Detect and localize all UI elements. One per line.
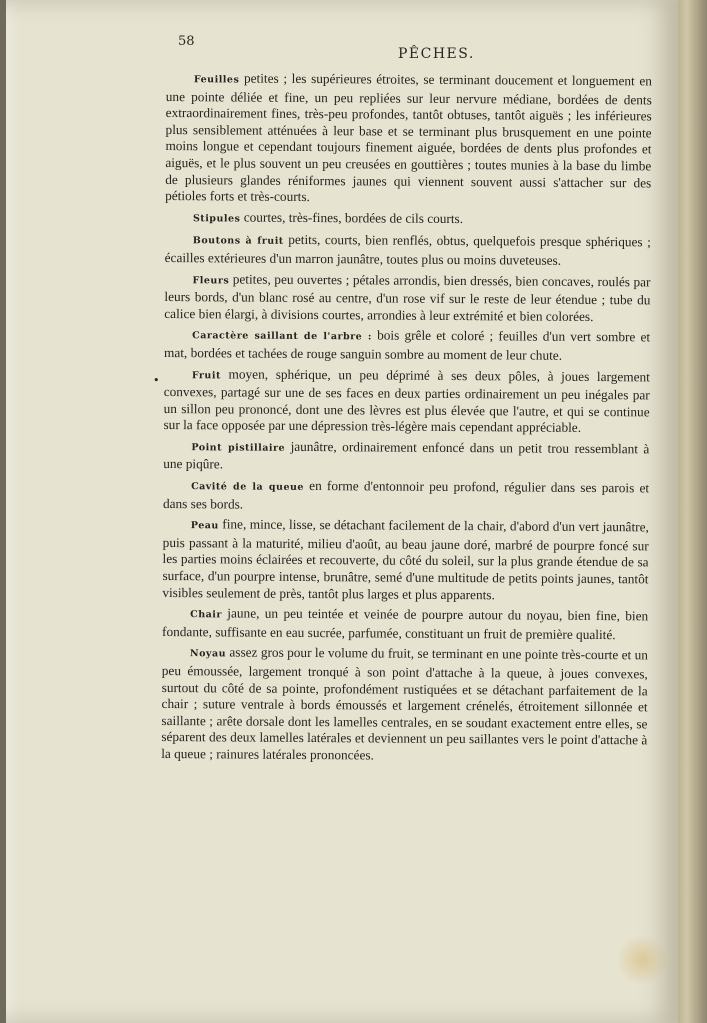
- paragraph-chair: [162, 605, 648, 644]
- paragraph-text: assez gros pour le volume du fruit, se terminant en une pointe très-courte et un peu émoussée, largement tronqué à son point d'attache à la queue, à joues convexes, surtout du côté de sa pointe, profondément rustiquées et se détachant parfaitement de la chair ; suture ventrale à bords émoussés et largement crénelés, étroitement sillonnée et saillante ; arête dorsale dont les lamelles centrales, en se soudant exactement entre elles, se séparent des deux lamelles latérales et deviennent un peu saillantes vers le point d'attache à la queue ; rainures latérales prononcées.: [161, 644, 648, 763]
- paragraph-text: moyen, sphérique, un peu déprimé à ses deux pôles, à joues largement convexes, partagé sur une de ses faces en deux parties ordinairement un peu inégales par un sillon peu prononcé, dont une des lèvres est plus élevée que l'autre, et qui se continue sur la face opposée par une dépression très-légère mais cependant appréciable.: [163, 365, 650, 436]
- margin-bullet-mark: •: [153, 374, 160, 387]
- paragraph-text: bois grêle et coloré ; feuilles d'un vert sombre et mat, bordées et tachées de rouge sanguin sombre au moment de leur chute.: [163, 327, 651, 363]
- paragraph-noyau: [161, 644, 648, 766]
- paragraph-feuilles: [165, 70, 652, 208]
- term-label: Fruit: [191, 369, 221, 381]
- paragraph-peau: [162, 516, 649, 604]
- paragraph-text: en forme d'entonnoir peu profond, régulier dans ses parois et dans ses bords.: [162, 478, 650, 512]
- book-page: [6, 0, 678, 1023]
- paper-stain: [618, 932, 666, 988]
- paragraph-text: courtes, très-fines, bordées de cils courts.: [243, 209, 464, 226]
- term-label: Noyau: [189, 648, 227, 660]
- page-number: 58: [178, 34, 195, 49]
- term-label: Boutons à fruit: [192, 235, 284, 248]
- paragraph-boutons: [165, 231, 651, 270]
- paragraph-caractere: [164, 326, 650, 365]
- paragraph-cavite: [163, 477, 649, 516]
- paragraph-text: petites, peu ouvertes ; pétales arrondis, bien dressés, bien concaves, roulés par leurs bords, d'un blanc rosé au centre, d'un rose vif sur le reste de leur étendue ; tube du calice bien élargi, à divisions courtes, arrondies à leur extrémité et bien colorées.: [164, 271, 651, 324]
- description-text: [161, 70, 652, 770]
- paragraph-text: jaune, un peu teintée et veinée de pourpre autour du noyau, bien fine, bien fondante, suffisante en eau sucrée, parfumée, constituant un fruit de première qualité.: [162, 605, 649, 642]
- term-label: Point pistillaire: [191, 442, 286, 454]
- term-label: Caractère saillant de l'arbre :: [192, 330, 372, 343]
- term-label: Chair: [190, 609, 222, 621]
- paragraph-text: petits, courts, bien renflés, obtus, quelquefois presque sphériques ; écailles extérieures d'un marron jaunâtre, toutes plus ou moins duveteuses.: [164, 232, 651, 268]
- paragraph-text: fine, mince, lisse, se détachant facilement de la chair, d'abord d'un vert jaunâtre, puis passant à la maturité, milieu d'août, au beau jaune doré, marbré de pourpre foncé sur les parties moins éclairées et recouverte, du côté du soleil, sur la plus grande étendue de sa surface, d'un pourpre intense, brunâtre, semé d'une multitude de petits points jaunes, tantôt visibles seulement de près, tantôt plus larges et plus apparents.: [162, 516, 649, 602]
- paragraph-fleurs: [164, 271, 650, 326]
- term-label: Feuilles: [193, 74, 240, 86]
- term-label: Cavité de la queue: [191, 481, 305, 494]
- running-head: PÊCHES.: [398, 46, 475, 62]
- term-label: Fleurs: [192, 274, 230, 286]
- paragraph-point-pistillaire: [163, 438, 649, 477]
- paragraph-stipules: [165, 209, 651, 231]
- paragraph-fruit: [163, 365, 649, 437]
- term-label: Peau: [190, 520, 219, 532]
- paragraph-text: jaunâtre, ordinairement enfoncé dans un petit trou ressemblant à une piqûre.: [163, 438, 650, 472]
- paragraph-text: petites ; les supérieures étroites, se terminant doucement et longuement en une pointe déliée et fine, un peu repliées sur leur nervure médiane, bordées de dents extraordinairement fines, très-peu profondes, tantôt obtuses, tantôt aiguës ; les inférieures plus sensiblement atténuées à leur base et se terminant plus brusquement en une pointe moins longue et cependant toujours finement aiguée, bordées de dents plus profondes et aiguës, et le plus souvent un peu creusées en gouttières ; toutes munies à la base du limbe de plusieurs glandes réniformes jaunes qui viennent souvent aussi s'attacher sur des pétioles forts et très-courts.: [165, 70, 652, 205]
- page-edge-shadow: [676, 0, 707, 1023]
- term-label: Stipules: [192, 212, 241, 225]
